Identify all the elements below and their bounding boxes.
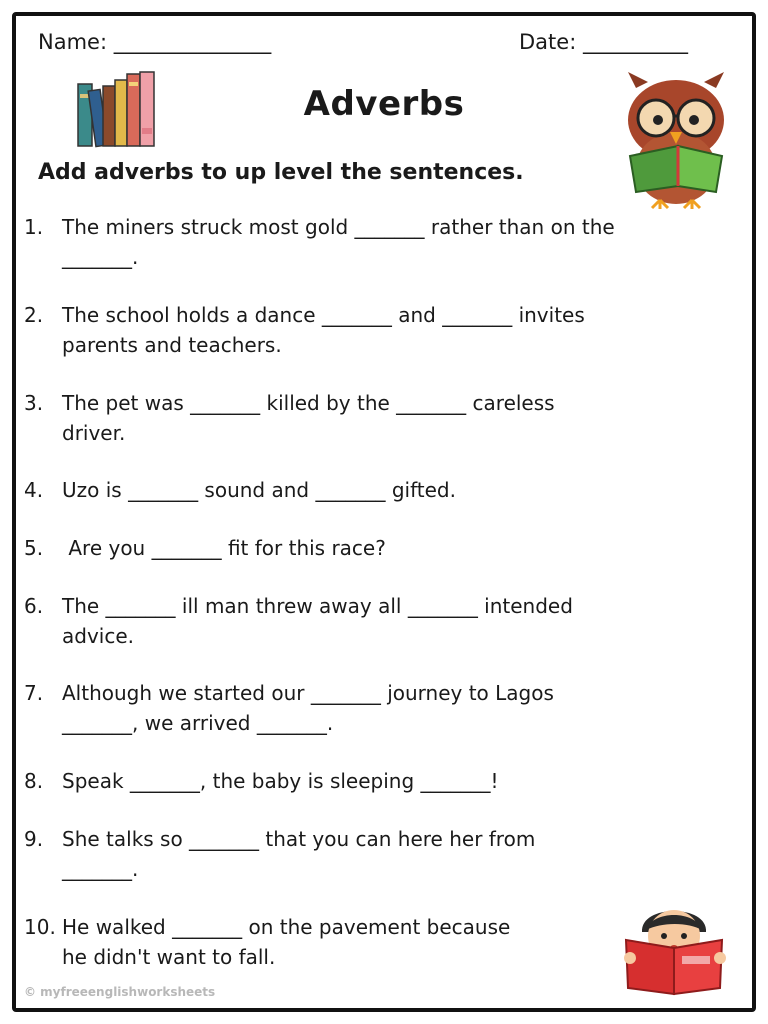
owl-reading-icon	[620, 68, 732, 210]
date-field-label: Date: __________	[519, 30, 688, 54]
item-number: 2.	[24, 303, 44, 327]
item-sentence: He walked _______ on the pavement because he didn't want to fall.	[62, 915, 511, 969]
item-sentence: Speak _______, the baby is sleeping _______!	[62, 769, 499, 793]
item-number: 8.	[24, 769, 44, 793]
item-number: 5.	[24, 536, 44, 560]
child-reading-icon	[622, 896, 728, 996]
item-number: 3.	[24, 391, 44, 415]
item-number: 1.	[24, 215, 44, 239]
item-number: 6.	[24, 594, 44, 618]
item-sentence: The pet was _______ killed by the _______ careless driver.	[62, 391, 555, 445]
worksheet-instructions: Add adverbs to up level the sentences.	[38, 160, 524, 185]
item-sentence: The school holds a dance _______ and _______ invites parents and teachers.	[62, 303, 585, 357]
worksheet-title: Adverbs	[303, 84, 465, 124]
name-field-label: Name: _______________	[38, 30, 272, 54]
item-number: 7.	[24, 681, 44, 705]
item-sentence: The _______ ill man threw away all _______ intended advice.	[62, 594, 573, 648]
item-sentence: She talks so _______ that you can here her from _______.	[62, 827, 536, 881]
item-sentence: Although we started our _______ journey to Lagos _______, we arrived _______.	[62, 681, 554, 735]
copyright-watermark: © myfreeenglishworksheets	[24, 985, 216, 999]
item-number: 4.	[24, 478, 44, 502]
item-sentence: Uzo is _______ sound and _______ gifted.	[62, 478, 456, 502]
item-sentence: The miners struck most gold _______ rather than on the _______.	[62, 215, 615, 269]
item-sentence: Are you _______ fit for this race?	[62, 536, 386, 560]
item-number: 9.	[24, 827, 44, 851]
item-number: 10.	[24, 915, 56, 939]
